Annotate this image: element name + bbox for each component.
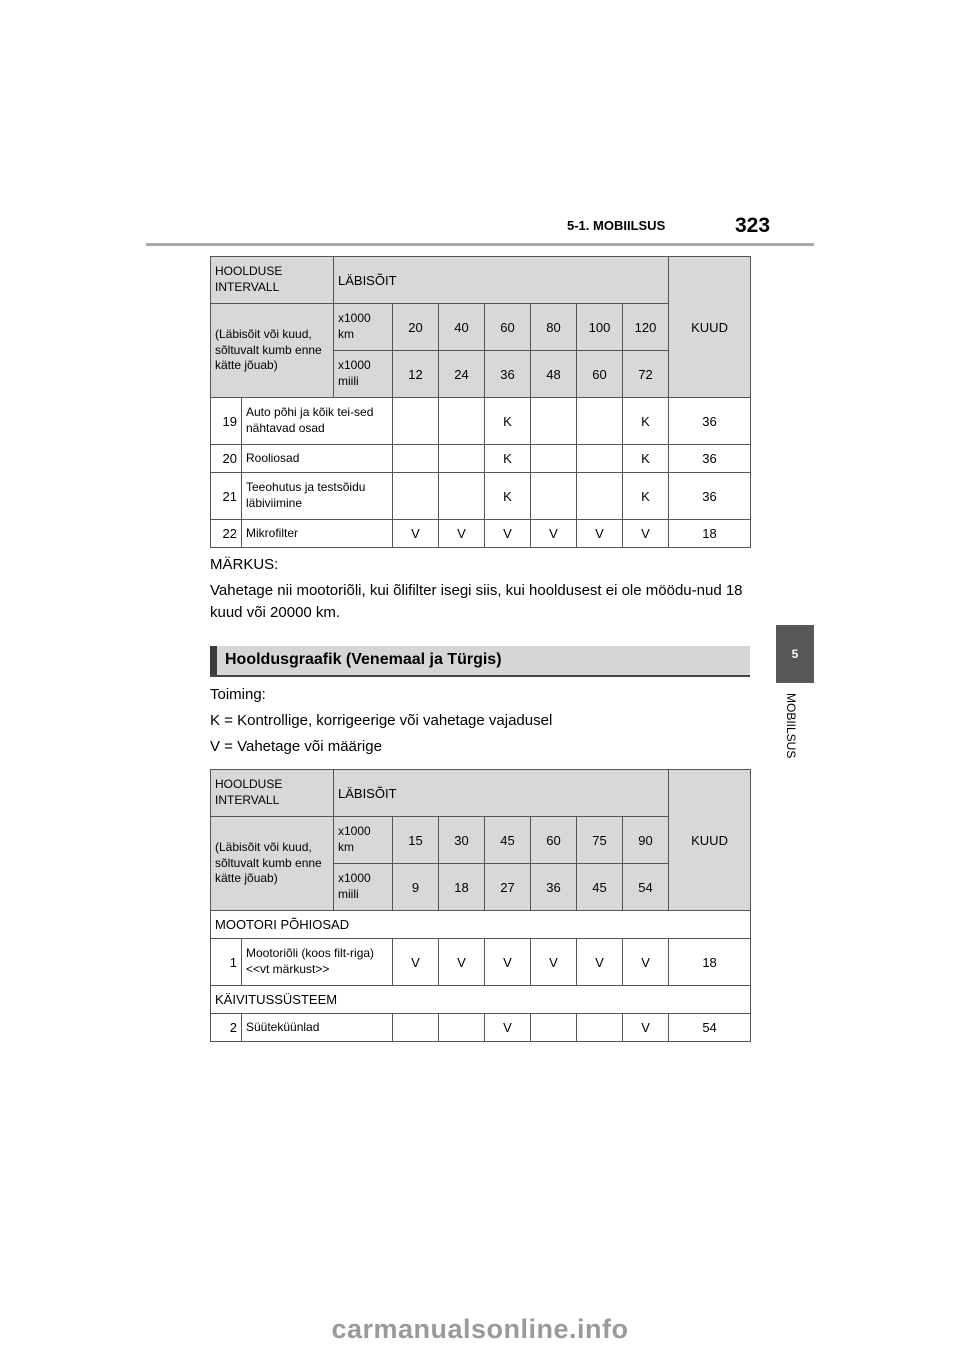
watermark[interactable] — [0, 1314, 960, 1348]
row-name: Mootoriõli (koos filt-riga) <<vt märkust>> — [242, 939, 393, 986]
row-cell — [393, 445, 439, 473]
row-cell: V — [577, 520, 623, 548]
km-value: 75 — [577, 817, 623, 864]
mile-value: 18 — [439, 864, 485, 911]
mile-value: 72 — [623, 351, 669, 398]
table-row — [211, 939, 751, 986]
row-cell — [439, 1014, 485, 1042]
row-cell: V — [577, 939, 623, 986]
mile-value: 54 — [623, 864, 669, 911]
row-name: Teeohutus ja testsõidu läbiviimine — [242, 473, 393, 520]
mileage-header: LÄBISÕIT — [334, 257, 669, 304]
row-number: 19 — [211, 398, 242, 445]
section-accent — [210, 646, 217, 675]
km-value: 15 — [393, 817, 439, 864]
row-cell — [577, 445, 623, 473]
row-cell: V — [531, 939, 577, 986]
months-header: KUUD — [669, 770, 751, 911]
row-name: Süüteküünlad — [242, 1014, 393, 1042]
action-title: Toiming: — [210, 686, 266, 703]
maintenance-table-2 — [210, 769, 751, 1042]
section-heading — [210, 646, 750, 677]
row-number: 20 — [211, 445, 242, 473]
km-value: 90 — [623, 817, 669, 864]
row-cell — [393, 473, 439, 520]
row-months: 36 — [669, 445, 751, 473]
action-v: V = Vahetage või määrige — [210, 738, 382, 755]
row-number: 22 — [211, 520, 242, 548]
row-number: 2 — [211, 1014, 242, 1042]
chapter-number: 5 — [791, 647, 799, 661]
km-unit-label: x1000 km — [334, 304, 393, 351]
row-cell: K — [623, 445, 669, 473]
row-cell — [531, 445, 577, 473]
mile-value: 48 — [531, 351, 577, 398]
mile-value: 45 — [577, 864, 623, 911]
row-cell: V — [439, 939, 485, 986]
row-cell: K — [623, 398, 669, 445]
months-header: KUUD — [669, 257, 751, 398]
km-unit-label: x1000 km — [334, 817, 393, 864]
row-cell — [577, 473, 623, 520]
header-rule — [146, 243, 814, 246]
row-cell: V — [393, 939, 439, 986]
section-heading-text: Hooldusgraafik (Venemaal ja Türgis) — [225, 651, 502, 668]
row-months: 36 — [669, 473, 751, 520]
watermark-text: carmanualsonline.info — [331, 1314, 629, 1344]
row-cell — [531, 398, 577, 445]
page-number: 323 — [735, 214, 771, 237]
row-cell — [439, 473, 485, 520]
row-cell: V — [623, 1014, 669, 1042]
row-cell: K — [485, 445, 531, 473]
table-row — [211, 445, 751, 473]
km-value: 40 — [439, 304, 485, 351]
interval-header: HOOLDUSE INTERVALL — [211, 770, 334, 817]
row-cell — [577, 1014, 623, 1042]
km-value: 30 — [439, 817, 485, 864]
table-row — [211, 520, 751, 548]
section-row-engine: MOOTORI PÕHIOSAD — [211, 911, 751, 939]
row-number: 1 — [211, 939, 242, 986]
row-cell — [439, 398, 485, 445]
note-body: Vahetage nii mootoriõli, kui õlifilter isegi siis, kui hooldusest ei ole möödu-nud 18 kuud või 20000 km. — [210, 582, 743, 621]
row-name: Mikrofilter — [242, 520, 393, 548]
mile-unit-label: x1000 miili — [334, 351, 393, 398]
row-cell: V — [485, 520, 531, 548]
row-months: 18 — [669, 939, 751, 986]
mile-value: 36 — [485, 351, 531, 398]
chapter-label — [784, 693, 804, 783]
mile-value: 36 — [531, 864, 577, 911]
row-cell: V — [485, 939, 531, 986]
section-row-ignition: KÄIVITUSSÜSTEEM — [211, 986, 751, 1014]
action-k: K = Kontrollige, korrigeerige või vahetage vajadusel — [210, 712, 553, 729]
mile-value: 9 — [393, 864, 439, 911]
chapter-tab[interactable] — [776, 625, 814, 683]
whichever-first-label: (Läbisõit või kuud, sõltuvalt kumb enne kätte jõuab) — [211, 817, 334, 911]
mile-value: 60 — [577, 351, 623, 398]
row-cell: V — [623, 939, 669, 986]
km-value: 45 — [485, 817, 531, 864]
row-months: 18 — [669, 520, 751, 548]
row-cell: V — [439, 520, 485, 548]
row-cell — [393, 1014, 439, 1042]
mileage-header: LÄBISÕIT — [334, 770, 669, 817]
row-cell — [531, 473, 577, 520]
mile-value: 24 — [439, 351, 485, 398]
km-value: 60 — [485, 304, 531, 351]
row-cell — [531, 1014, 577, 1042]
row-cell — [577, 398, 623, 445]
km-value: 120 — [623, 304, 669, 351]
interval-header: HOOLDUSE INTERVALL — [211, 257, 334, 304]
chapter-label-text: MOBIILSUS — [784, 693, 798, 759]
row-cell: K — [623, 473, 669, 520]
km-value: 80 — [531, 304, 577, 351]
table-row — [211, 398, 751, 445]
table-row — [211, 1014, 751, 1042]
maintenance-table-1-body — [210, 397, 751, 548]
row-cell: V — [393, 520, 439, 548]
row-name: Auto põhi ja kõik tei-sed nähtavad osad — [242, 398, 393, 445]
table-row — [211, 473, 751, 520]
km-value: 20 — [393, 304, 439, 351]
section-title: 5-1. MOBIILSUS — [567, 218, 666, 233]
row-months: 54 — [669, 1014, 751, 1042]
row-cell: V — [531, 520, 577, 548]
row-cell — [393, 398, 439, 445]
row-months: 36 — [669, 398, 751, 445]
km-value: 100 — [577, 304, 623, 351]
note-title: MÄRKUS: — [210, 556, 279, 573]
mile-unit-label: x1000 miili — [334, 864, 393, 911]
row-cell: K — [485, 473, 531, 520]
maintenance-table-1 — [210, 256, 751, 398]
row-cell: K — [485, 398, 531, 445]
whichever-first-label: (Läbisõit või kuud, sõltuvalt kumb enne kätte jõuab) — [211, 304, 334, 398]
mile-value: 27 — [485, 864, 531, 911]
row-number: 21 — [211, 473, 242, 520]
mile-value: 12 — [393, 351, 439, 398]
km-value: 60 — [531, 817, 577, 864]
row-cell: V — [623, 520, 669, 548]
row-cell — [439, 445, 485, 473]
row-name: Rooliosad — [242, 445, 393, 473]
row-cell: V — [485, 1014, 531, 1042]
